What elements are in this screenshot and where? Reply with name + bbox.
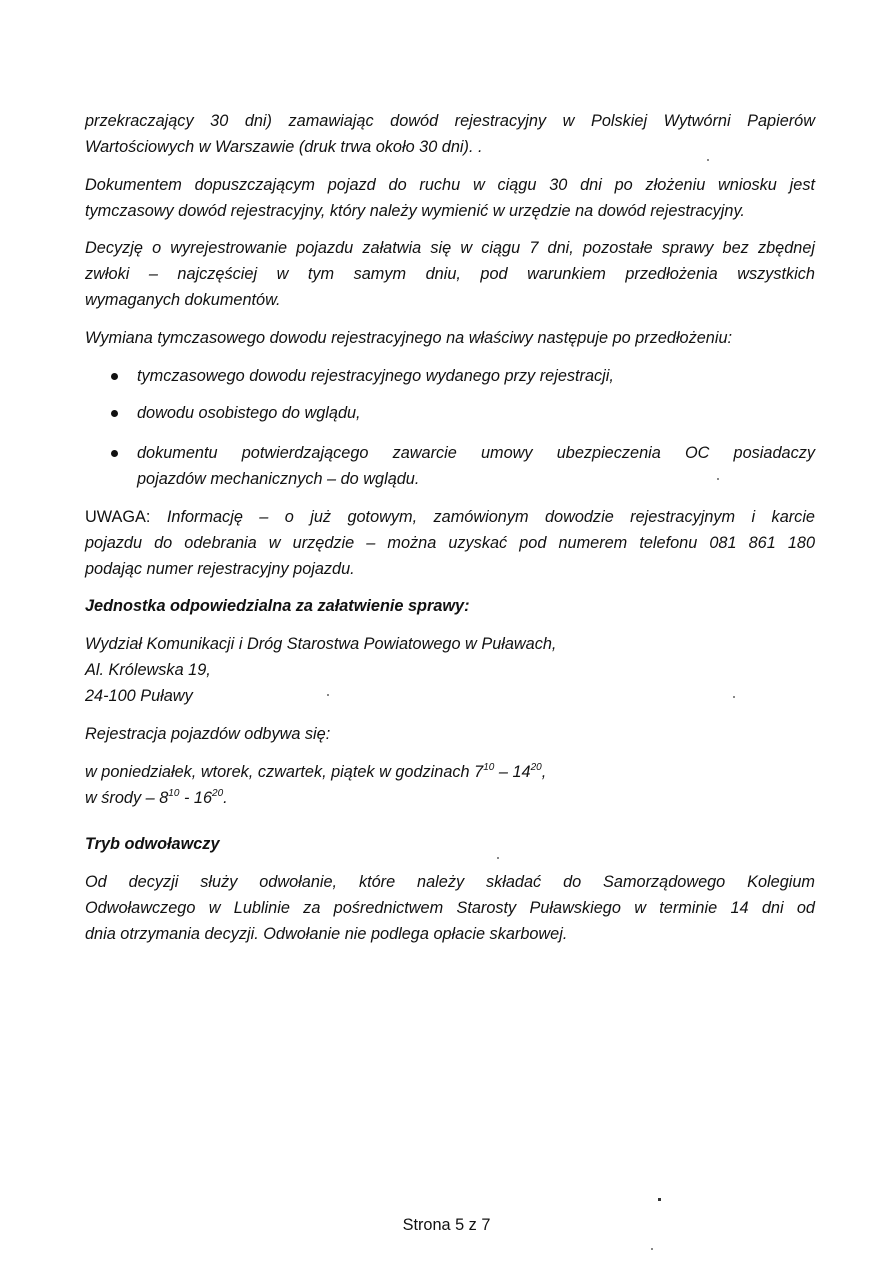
appeal-line-2: Odwoławczego w Lublinie za pośrednictwem Starosty Puławskiego w terminie 14 dni od — [85, 899, 815, 917]
scan-speck — [658, 1198, 661, 1201]
paragraph-top-line-2: Wartościowych w Warszawie (druk trwa około 30 dni). . — [85, 138, 483, 156]
hours-2-to: 16 — [193, 789, 213, 807]
scan-speck — [717, 478, 719, 480]
bullet-item-3-line-1: dokumentu potwierdzającego zawarcie umowy ubezpieczenia OC posiadaczy — [137, 444, 815, 462]
hours-1-dash: – — [498, 763, 508, 781]
appeal-heading: Tryb odwoławczy — [85, 835, 220, 853]
hours-1-from: 7 — [474, 763, 484, 781]
paragraph-decision-line-3: wymaganych dokumentów. — [85, 291, 281, 309]
address-line-1: Wydział Komunikacji i Dróg Starostwa Powiatowego w Puławach, — [85, 635, 557, 653]
exchange-intro: Wymiana tymczasowego dowodu rejestracyjnego na właściwy następuje po przedłożeniu: — [85, 329, 733, 347]
address-line-2: Al. Królewska 19, — [85, 661, 211, 679]
responsible-heading: Jednostka odpowiedzialna za załatwienie sprawy: — [85, 597, 470, 615]
bullet-icon — [111, 373, 118, 380]
hours-1-to-minutes: 20 — [530, 762, 542, 773]
hours-2-dash: - — [183, 789, 190, 807]
page-number-footer: Strona 5 z 7 — [402, 1216, 491, 1234]
hours-2-end: . — [223, 789, 228, 807]
notice-line-3: podając numer rejestracyjny pojazdu. — [85, 560, 355, 578]
bullet-item-1: tymczasowego dowodu rejestracyjnego wydanego przy rejestracji, — [137, 367, 614, 385]
bullet-icon — [111, 410, 118, 417]
paragraph-temp-line-1: Dokumentem dopuszczającym pojazd do ruchu w ciągu 30 dni po złożeniu wniosku jest — [85, 176, 815, 194]
hours-2-from-minutes: 10 — [168, 788, 180, 799]
hours-days-2: w środy – — [85, 789, 155, 807]
hours-2-to-minutes: 20 — [212, 788, 224, 799]
hours-1-to: 14 — [512, 763, 531, 781]
bullet-icon — [111, 450, 118, 457]
scan-speck — [497, 857, 499, 859]
hours-line-1 — [85, 762, 815, 782]
paragraph-decision-line-2: zwłoki – najczęściej w tym samym dniu, pod warunkiem przedłożenia wszystkich — [85, 265, 815, 283]
bullet-item-3-line-2: pojazdów mechanicznych – do wglądu. — [137, 470, 420, 488]
notice-line-1 — [85, 507, 815, 527]
hours-1-from-minutes: 10 — [483, 762, 495, 773]
bullet-item-2: dowodu osobistego do wglądu, — [137, 404, 361, 422]
address-line-3: 24-100 Puławy — [85, 687, 193, 705]
hours-days-1: w poniedziałek, wtorek, czwartek, piątek w godzinach — [85, 763, 470, 781]
paragraph-top-line-1: przekraczający 30 dni) zamawiając dowód rejestracyjny w Polskiej Wytwórni Papierów — [85, 112, 815, 130]
hours-line-2 — [85, 788, 815, 808]
appeal-line-3: dnia otrzymania decyzji. Odwołanie nie podlega opłacie skarbowej. — [85, 925, 568, 943]
scan-speck — [651, 1248, 653, 1250]
notice-text-1: Informację – o już gotowym, zamówionym dowodzie rejestracyjnym i karcie — [166, 508, 815, 526]
appeal-line-1: Od decyzji służy odwołanie, które należy składać do Samorządowego Kolegium — [85, 873, 815, 891]
scan-speck — [733, 696, 735, 698]
notice-line-2: pojazdu do odebrania w urzędzie – można uzyskać pod numerem telefonu 081 861 180 — [85, 534, 815, 552]
paragraph-temp-line-2: tymczasowy dowód rejestracyjny, który należy wymienić w urzędzie na dowód rejestracyjny. — [85, 202, 745, 220]
hours-intro: Rejestracja pojazdów odbywa się: — [85, 725, 331, 743]
paragraph-decision-line-1: Decyzję o wyrejestrowanie pojazdu załatwia się w ciągu 7 dni, pozostałe sprawy bez zbędnej — [85, 239, 815, 257]
notice-label: UWAGA: — [85, 508, 151, 526]
hours-1-end: , — [541, 763, 547, 781]
scan-speck — [327, 694, 329, 696]
scan-speck — [707, 159, 709, 161]
hours-2-from: 8 — [159, 789, 169, 807]
